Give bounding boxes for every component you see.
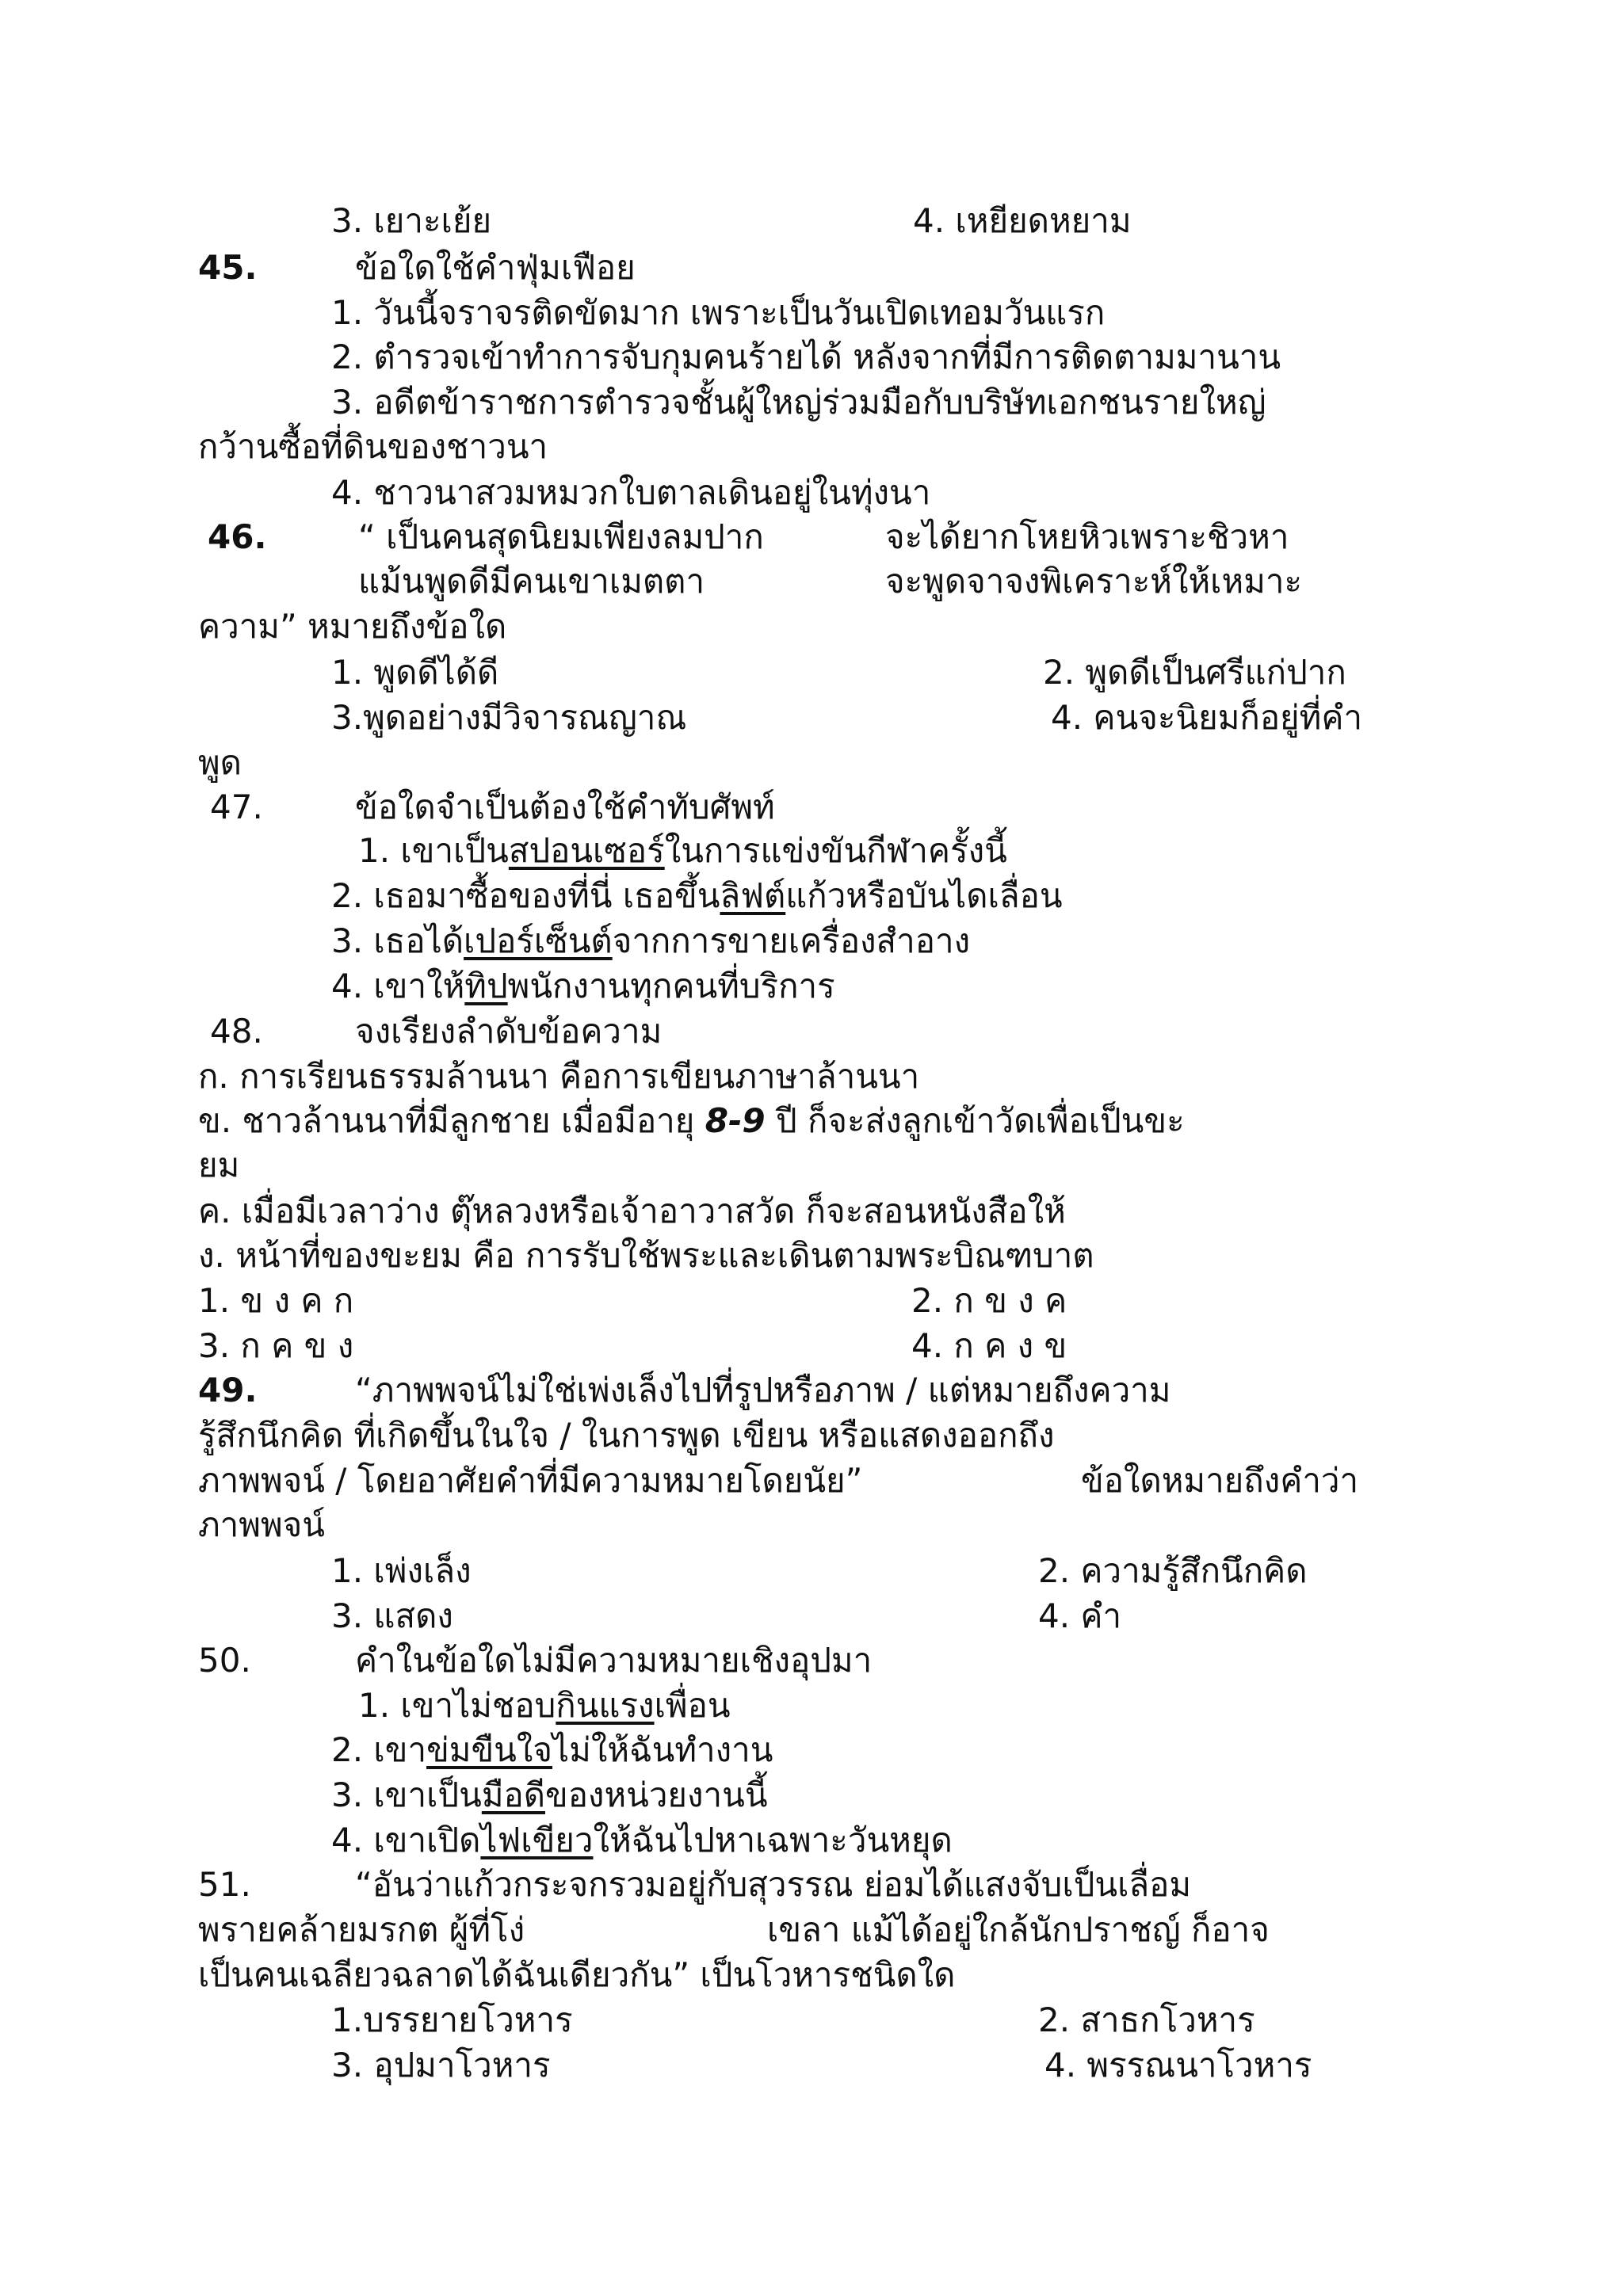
q51-line-1: “อันว่าแก้วกระจกรวมอยู่กับสุวรรณ ย่อมได้แสงจับเป็นเลื่อม [355,1865,1192,1904]
q45-option-4: 4. ชาวนาสวมหมวกใบตาลเดินอยู่ในทุ่งนา [331,473,931,512]
q50-option-2: 2. เขาข่มขืนใจไม่ให้ฉันทำงาน [331,1730,773,1769]
q48-prompt: จงเรียงลำดับข้อความ [355,1012,663,1051]
q46-option-2: 2. พูดดีเป็นศรีแก่ปาก [1043,653,1346,692]
q51-option-2: 2. สาธกโวหาร [1038,2000,1255,2039]
q49-line-4: ภาพพจน์ [198,1505,325,1544]
q50-option-3: 3. เขาเป็นมือดีของหน่วยงานนี้ [331,1775,768,1814]
q49-option-3: 3. แสดง [331,1596,453,1635]
q48-option-4: 4. ก ค ง ข [911,1326,1067,1365]
q49-option-4: 4. คำ [1038,1596,1122,1635]
q47-prompt: ข้อใดจำเป็นต้องใช้คำทับศัพท์ [355,788,775,826]
q47-option-1: 1. เขาเป็นสปอนเซอร์ในการแข่งขันกีฬาครั้งนี้ [358,831,1007,870]
q45-number: 45. [198,248,258,287]
q49-option-1: 1. เพ่งเล็ง [331,1551,472,1590]
q48-option-3: 3. ก ค ข ง [198,1326,354,1365]
q51-line-2b: เขลา แม้ได้อยู่ใกล้นักปราชญ์ ก็อาจ [767,1910,1270,1949]
q48-number: 48. [210,1012,263,1051]
q45-option-3: 3. อดีตข้าราชการตำรวจชั้นผู้ใหญ่ร่วมมือกับบริษัทเอกชนรายใหญ่ [331,383,1266,421]
q47-option-4: 4. เขาให้ทิปพนักงานทุกคนที่บริการ [331,967,835,1005]
q48-statement-ka: ก. การเรียนธรรมล้านนา คือการเขียนภาษาล้านนา [198,1057,920,1096]
q46-number: 46. [208,517,267,556]
q46-verse-3: ความ” หมายถึงข้อใด [198,607,507,646]
q49-line-3-question: ข้อใดหมายถึงคำว่า [1081,1461,1359,1500]
q48-statement-kho-khwai: ค. เมื่อมีเวลาว่าง ตุ๊หลวงหรือเจ้าอาวาสวัด ก็จะสอนหนังสือให้ [198,1192,1066,1230]
q51-option-1: 1.บรรยายโวหาร [331,2000,573,2039]
q49-line-1: “ภาพพจน์ไม่ใช่เพ่งเล็งไปที่รูปหรือภาพ / แต่หมายถึงความ [355,1371,1171,1409]
q47-option-2: 2. เธอมาซื้อของที่นี่ เธอขึ้นลิฟต์แก้วหรือบันไดเลื่อน [331,876,1063,915]
q49-line-2: รู้สึกนึกคิด ที่เกิดขึ้นในใจ / ในการพูด เขียน หรือแสดงออกถึง [198,1416,1055,1455]
q51-line-3: เป็นคนเฉลียวฉลาดได้ฉันเดียวกัน” เป็นโวหารชนิดใด [198,1955,956,1994]
q49-option-2: 2. ความรู้สึกนึกคิด [1038,1551,1308,1590]
q44-option-4: 4. เหยียดหยาม [913,201,1132,240]
q48-statement-ngo: ง. หน้าที่ของขะยม คือ การรับใช้พระและเดินตามพระบิณฑบาต [198,1236,1094,1275]
q50-prompt: คำในข้อใดไม่มีความหมายเชิงอุปมา [355,1641,873,1680]
q50-option-4: 4. เขาเปิดไฟเขียวให้ฉันไปหาเฉพาะวันหยุด [331,1821,953,1859]
q50-number: 50. [198,1641,251,1680]
q46-verse-2a: แม้นพูดดีมีคนเขาเมตตา [358,562,705,601]
q50-option-1: 1. เขาไม่ชอบกินแรงเพื่อน [358,1686,731,1725]
q47-number: 47. [210,788,263,826]
q46-verse-1a: “ เป็นคนสุดนิยมเพียงลมปาก [358,517,764,556]
q48-option-2: 2. ก ข ง ค [911,1281,1067,1320]
q48-option-1: 1. ข ง ค ก [198,1281,354,1320]
q46-option-4-cont: พูด [198,743,242,782]
q51-number: 51. [198,1865,251,1904]
q49-number: 49. [198,1371,258,1409]
q46-option-3: 3.พูดอย่างมีวิจารณญาณ [331,698,687,737]
q46-verse-2b: จะพูดจาจงพิเคราะห์ให้เหมาะ [885,562,1303,601]
q51-option-3: 3. อุปมาโวหาร [331,2046,551,2084]
q44-option-3: 3. เยาะเย้ย [331,201,492,240]
q49-line-3: ภาพพจน์ / โดยอาศัยคำที่มีความหมายโดยนัย” [198,1461,863,1500]
q46-option-4: 4. คนจะนิยมก็อยู่ที่คำ [1051,698,1363,737]
q45-option-3-cont: กว้านซื้อที่ดินของชาวนา [198,427,548,466]
q45-prompt: ข้อใดใช้คำฟุ่มเฟือย [355,248,636,287]
q51-option-4: 4. พรรณนาโวหาร [1044,2046,1312,2084]
q45-option-1: 1. วันนี้จราจรติดขัดมาก เพราะเป็นวันเปิดเทอมวันแรก [331,293,1106,332]
q45-option-2: 2. ตำรวจเข้าทำการจับกุมคนร้ายได้ หลังจากที่มีการติดตามมานาน [331,338,1281,376]
q51-line-2a: พรายคล้ายมรกต ผู้ที่โง่ [198,1910,525,1949]
q48-statement-kho: ข. ชาวล้านนาที่มีลูกชาย เมื่อมีอายุ 8-9 ปี ก็จะส่งลูกเข้าวัดเพื่อเป็นขะ [198,1101,1185,1140]
q46-verse-1b: จะได้ยากโหยหิวเพราะชิวหา [885,517,1289,556]
q47-option-3: 3. เธอได้เปอร์เซ็นต์จากการขายเครื่องสำอาง [331,921,971,960]
q48-statement-kho-cont: ยม [198,1146,240,1184]
q46-option-1: 1. พูดดีได้ดี [331,653,499,692]
